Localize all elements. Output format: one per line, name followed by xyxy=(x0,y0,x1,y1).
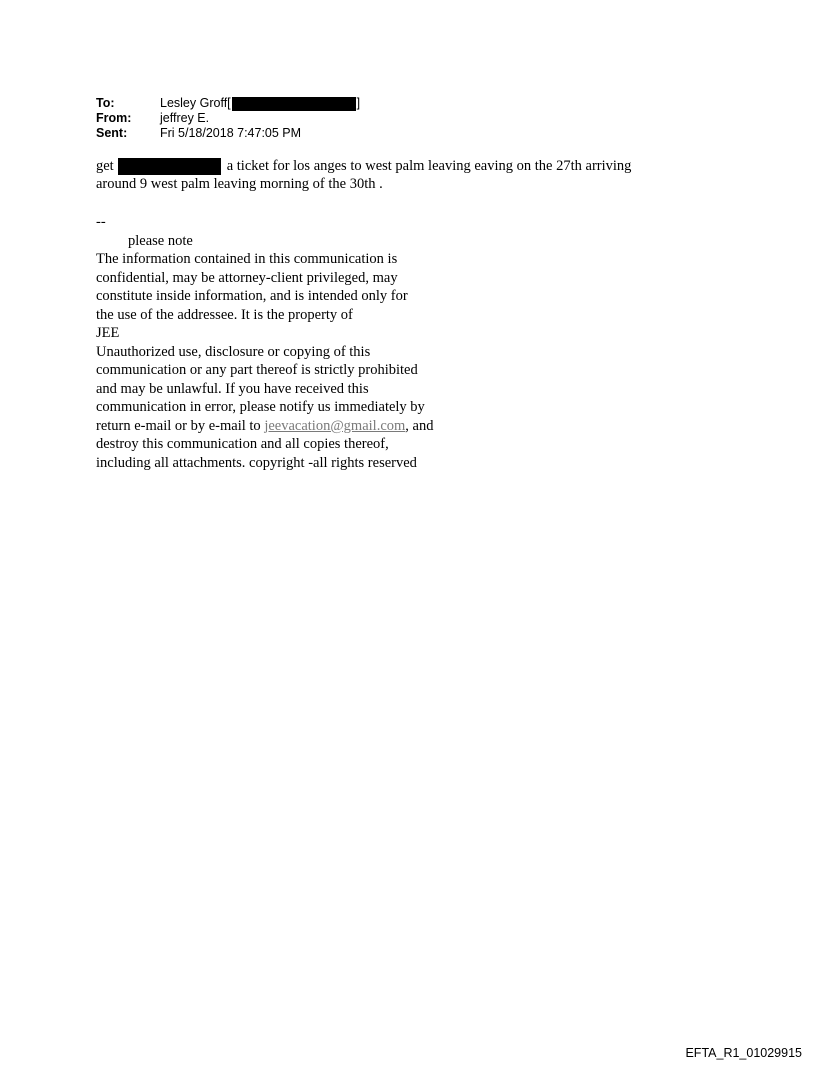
return-line-start: return e-mail or by e-mail to xyxy=(96,417,265,434)
signature-dashes: -- xyxy=(96,214,106,230)
to-value: Lesley Groff[ xyxy=(160,96,231,110)
sent-label: Sent: xyxy=(96,126,128,140)
to-close-bracket: ] xyxy=(356,96,361,110)
signature-block xyxy=(96,213,433,472)
please-note: please note xyxy=(128,232,193,249)
disclaimer-line: confidential, may be attorney-client privileged, may xyxy=(96,269,398,286)
redaction-box xyxy=(118,158,221,175)
body-line-1-start: get xyxy=(96,158,114,174)
disclaimer-line: communication or any part thereof is strictly prohibited xyxy=(96,362,418,378)
disclaimer-line: destroy this communication and all copies thereof, xyxy=(96,436,389,452)
email-header xyxy=(96,96,360,141)
disclaimer-line: JEE xyxy=(96,325,120,341)
disclaimer-line: Unauthorized use, disclosure or copying of this xyxy=(96,343,371,360)
from-label: From: xyxy=(96,111,132,125)
sent-value: Fri 5/18/2018 7:47:05 PM xyxy=(160,126,302,140)
email-link[interactable]: jeevacation@gmail.com xyxy=(264,417,406,434)
from-value: jeffrey E. xyxy=(160,111,210,125)
from-row xyxy=(96,111,360,126)
disclaimer-line-with-email xyxy=(96,417,433,436)
redaction-box xyxy=(232,97,356,111)
message-body xyxy=(96,157,736,193)
return-line-end: , and xyxy=(405,417,434,434)
to-row xyxy=(96,96,360,111)
sent-row xyxy=(96,126,360,141)
disclaimer-line: including all attachments. copyright -all rights reserved xyxy=(96,454,417,471)
body-line-1-rest: a ticket for los anges to west palm leaving eaving on the 27th arriving xyxy=(226,158,632,174)
document-id: EFTA_R1_01029915 xyxy=(685,1046,802,1060)
disclaimer-line: The information contained in this communication is xyxy=(96,251,398,267)
body-line-1 xyxy=(96,157,736,175)
disclaimer-line: the use of the addressee. It is the property of xyxy=(96,306,353,323)
disclaimer-line: and may be unlawful. If you have received this xyxy=(96,380,369,397)
disclaimer-line: communication in error, please notify us immediately by xyxy=(96,399,425,415)
body-line-2: around 9 west palm leaving morning of the 30th . xyxy=(96,176,383,193)
to-label: To: xyxy=(96,96,115,110)
disclaimer-line: constitute inside information, and is intended only for xyxy=(96,288,408,304)
